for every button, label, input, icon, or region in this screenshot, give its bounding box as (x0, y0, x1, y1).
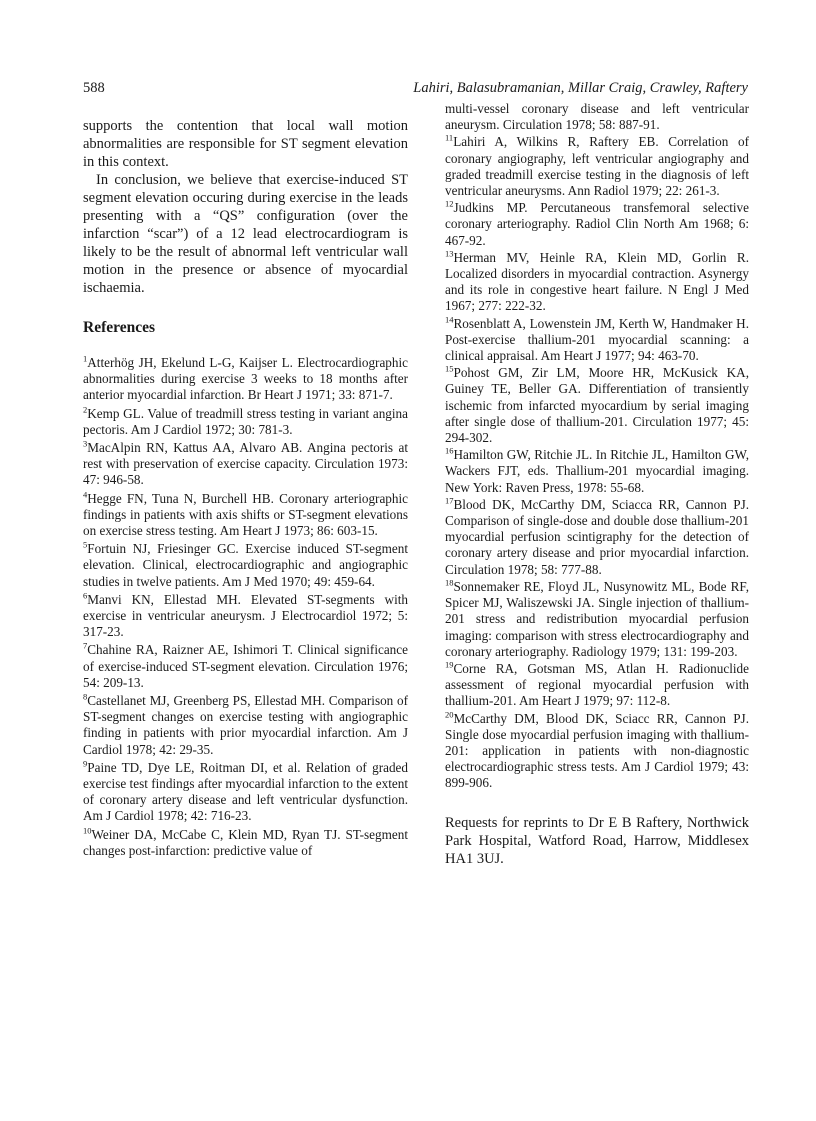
reference-text: Judkins MP. Percutaneous transfemoral selective coronary arteriography. Radiol Clin North Am 1968; 6: 467-92. (445, 200, 749, 248)
reference-item (83, 592, 408, 641)
left-column (83, 117, 408, 861)
reference-text: Manvi KN, Ellestad MH. Elevated ST-segments with exercise in ventricular aneurysm. J Electrocardiol 1972; 5: 317-23. (83, 591, 408, 640)
reference-number: 2 (83, 404, 88, 415)
reference-text: Atterhög JH, Ekelund L-G, Kaijser L. Electrocardiographic abnormalities during exercise 3 weeks to 18 months after anterior myocardial infarction. Br Heart J 1971; 33: 871-7. (83, 355, 408, 403)
reference-number: 20 (445, 709, 454, 720)
reference-number: 3 (83, 438, 88, 449)
reference-number: 14 (445, 314, 454, 325)
reference-text: Paine TD, Dye LE, Roitman DI, et al. Relation of graded exercise test findings after myocardial infarction to the extent of coronary artery disease and left ventricular dysfunction. Am J Cardiol 1978; 42: 716-23. (83, 759, 408, 824)
reference-number: 17 (445, 495, 454, 506)
reference-item (445, 497, 749, 578)
reference-item (83, 760, 408, 825)
conclusion-paragraph: In conclusion, we believe that exercise-induced ST segment elevation occuring during exercise in the leads presenting with a “QS” configuration (over the infarction “scar”) of a 12 lead electrocardiogram is likely to be the result of abnormal left ventricular wall motion in the presence or absence of myocardial ischaemia. (83, 172, 408, 296)
reference-text: Pohost GM, Zir LM, Moore HR, McKusick KA, Guiney TE, Beller GA. Differentiation of transiently ischemic from infarcted myocardium by serial imaging after single dose of thallium-201. Circulation 1977; 45: 294-302. (445, 365, 749, 446)
reference-number: 11 (445, 133, 454, 144)
reference-text: Hamilton GW, Ritchie JL. In Ritchie JL, Hamilton GW, Wackers FJT, eds. Thallium-201 myocardial imaging. New York: Raven Press, 1978: 55-68. (445, 447, 749, 495)
running-header-authors: Lahiri, Balasubramanian, Millar Craig, Crawley, Raftery (413, 80, 748, 96)
reference-number: 8 (83, 691, 88, 702)
reference-number: 10 (83, 825, 92, 836)
reference-number: 9 (83, 758, 88, 769)
reference-item (83, 541, 408, 590)
reference-text: Fortuin NJ, Friesinger GC. Exercise induced ST-segment elevation. Clinical, electrocardiographic and angiographic studies in twelve patients. Am J Med 1970; 49: 459-64. (83, 541, 408, 589)
reference-item (83, 827, 408, 859)
reprint-request: Requests for reprints to Dr E B Raftery, Northwick Park Hospital, Watford Road, Harrow, Middlesex HA1 3UJ. (445, 814, 749, 867)
reference-continuation: multi-vessel coronary disease and left ventricular aneurysm. Circulation 1978; 58: 887-91. (445, 101, 749, 133)
reference-list-left (83, 355, 408, 859)
reference-item (83, 440, 408, 489)
reference-text: Weiner DA, McCabe C, Klein MD, Ryan TJ. ST-segment changes post-infarction: predictive value of (83, 826, 408, 858)
references-heading: References (83, 319, 156, 336)
reference-text: Lahiri A, Wilkins R, Raftery EB. Correlation of coronary angiography, left ventricular angiography and graded treadmill exercise testing in the diagnosis of left ventricular aneurysms. Ann Radiol 1979; 22: 261-3. (445, 134, 749, 199)
reference-item (445, 365, 749, 446)
reference-number: 15 (445, 363, 454, 374)
reference-text: Hegge FN, Tuna N, Burchell HB. Coronary arteriographic findings in patients with axis shifts or ST-segment elevations on exercise stress testing. Am Heart J 1973; 86: 603-15. (83, 490, 408, 539)
reference-text: Sonnemaker RE, Floyd JL, Nusynowitz ML, Bode RF, Spicer MJ, Waliszewski JA. Single injection of thallium-201 stress and redistribution myocardial perfusion imaging: comparison with stress electrocardiography and coronary arteriography. Radiology 1979; 131: 199-203. (445, 578, 749, 659)
reference-text: Blood DK, McCarthy DM, Sciacca RR, Cannon PJ. Comparison of single-dose and double dose thallium-201 myocardial perfusion scintigraphy for the detection of coronary artery disease and prior myocardial infarction. Circulation 1978; 58: 777-88. (445, 496, 749, 577)
reference-item (445, 316, 749, 365)
reference-item (445, 134, 749, 199)
reference-item (83, 642, 408, 691)
reference-item (445, 250, 749, 315)
reference-item (445, 661, 749, 710)
reference-text: Corne RA, Gotsman MS, Atlan H. Radionuclide assessment of regional myocardial perfusion with thallium-201. Am Heart J 1979; 97: 112-8. (445, 660, 749, 709)
reference-number: 13 (445, 248, 454, 259)
reference-item (83, 406, 408, 438)
reference-text: Castellanet MJ, Greenberg PS, Ellestad MH. Comparison of ST-segment changes on exercise testing with angiographic finding in patients with prior myocardial infarction. Am J Cardiol 1978; 42: 29-35. (83, 693, 408, 757)
reference-item (445, 447, 749, 496)
reference-text: Kemp GL. Value of treadmill stress testing in variant angina pectoris. Am J Cardiol 1972; 30: 781-3. (83, 405, 408, 437)
reference-text: Chahine RA, Raizner AE, Ishimori T. Clinical significance of exercise-induced ST-segment elevation. Circulation 1976; 54: 209-13. (83, 642, 408, 690)
reference-number: 19 (445, 659, 454, 670)
reference-number: 5 (83, 539, 88, 550)
reference-item (83, 693, 408, 758)
right-column (445, 101, 749, 868)
reference-number: 4 (83, 489, 88, 500)
body-paragraph: supports the contention that local wall motion abnormalities are responsible for ST segment elevation in this context. (83, 118, 408, 170)
reference-number: 7 (83, 641, 88, 652)
page-number: 588 (83, 80, 105, 96)
reference-text: McCarthy DM, Blood DK, Sciacc RR, Cannon PJ. Single dose myocardial perfusion imaging with thallium-201: application in patients with non-diagnostic electrocardiographic stress tests. Am J Cardiol 1979; 43: 899-906. (445, 710, 749, 791)
reference-item (445, 711, 749, 792)
reference-text: MacAlpin RN, Kattus AA, Alvaro AB. Angina pectoris at rest with preservation of exercise capacity. Circulation 1973: 47: 946-58. (83, 440, 408, 488)
reference-number: 12 (445, 198, 454, 209)
reference-number: 6 (83, 590, 88, 601)
reference-number: 16 (445, 445, 454, 456)
reference-item (83, 491, 408, 540)
reference-text: Herman MV, Heinle RA, Klein MD, Gorlin R. Localized disorders in myocardial contraction. Asynergy and its role in congestive heart failure. N Engl J Med 1967; 277: 222-32. (445, 249, 749, 314)
reference-item (445, 579, 749, 660)
reference-item (83, 355, 408, 404)
reference-item (445, 200, 749, 249)
reference-number: 18 (445, 577, 454, 588)
reference-list-right (445, 134, 749, 791)
reference-number: 1 (83, 353, 88, 364)
reference-text: Rosenblatt A, Lowenstein JM, Kerth W, Handmaker H. Post-exercise thallium-201 myocardial scanning: a clinical appraisal. Am Heart J 1977; 94: 463-70. (445, 315, 749, 364)
